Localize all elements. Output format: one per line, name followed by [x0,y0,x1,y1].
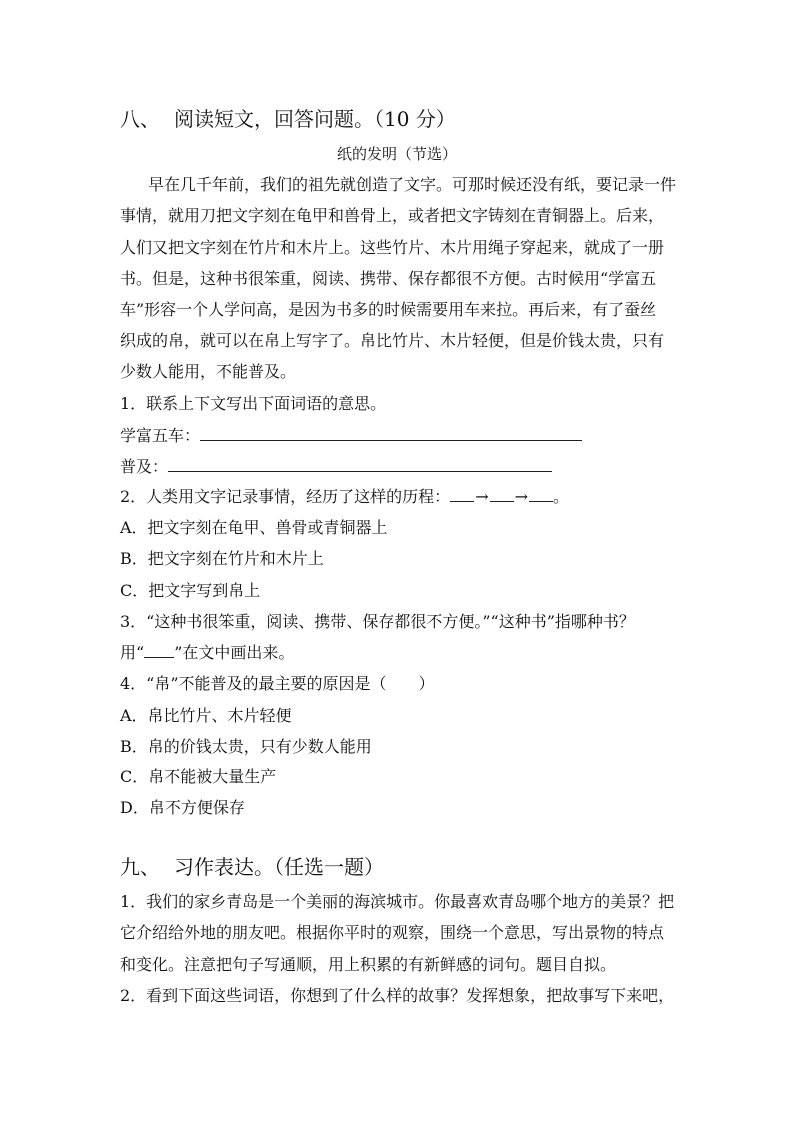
passage-line: 早在几千年前，我们的祖先就创造了文字。可那时候还没有纸，要记录一件 [148,175,677,194]
question-2-text: 2．人类用文字记录事情，经历了这样的历程： [120,487,451,506]
question-2-option: C．把文字写到帛上 [120,581,261,600]
passage-line: 人们又把文字刻在竹片和木片上。这些竹片、木片用绳子穿起来，就成了一册 [120,238,665,257]
answer-blank[interactable] [450,487,474,502]
answer-blank[interactable] [168,455,552,472]
question-4-stem: 4．“帛”不能普及的最主要的原因是（ ） [120,674,435,693]
question-4-option: C．帛不能被大量生产 [120,767,277,786]
question-4-option: B．帛的价钱太贵，只有少数人能用 [120,737,372,756]
passage-line: 织成的帛，就可以在帛上写字了。帛比竹片、木片轻便，但是价钱太贵，只有 [120,331,665,350]
essay-prompt-2-line: 2．看到下面这些词语，你想到了什么样的故事？发挥想象，把故事写下来吧， [120,986,675,1005]
essay-prompt-1-line: 1．我们的家乡青岛是一个美丽的海滨城市。你最喜欢青岛哪个地方的美景？把 [120,892,675,911]
answer-blank[interactable] [529,487,553,502]
arrow-icon: → [475,487,489,506]
passage-line: 书。但是，这种书很笨重，阅读、携带、保存都很不方便。古时候用“学富五 [120,269,657,288]
answer-blank[interactable] [490,487,514,502]
question-1-stem: 1．联系上下文写出下面词语的意思。 [120,394,387,413]
question-3-suffix: ”在文中画出来。 [174,643,295,662]
section-9-title: 习作表达。（任选一题） [174,855,384,879]
question-2-end: 。 [553,487,570,506]
passage-title: 纸的发明（节选） [336,145,457,163]
question-1-item-2 [120,455,552,478]
question-1-item-1 [120,424,582,447]
answer-blank[interactable] [200,424,582,441]
question-4-option: A．帛比竹片、木片轻便 [120,706,292,725]
section-9-number: 九、 [120,855,160,879]
question-3-line-2 [120,642,294,664]
question-3-line-1: 3．“这种书很笨重，阅读、携带、保存都很不方便。”“这种书”指哪种书？ [120,612,635,631]
question-3-prefix: 用“ [120,643,145,662]
section-8-heading [120,106,456,132]
passage-line: 少数人能用，不能普及。 [120,362,297,381]
question-2-option: A．把文字刻在龟甲、兽骨或青铜器上 [120,518,388,537]
item-label: 普及： [120,457,169,476]
section-8-number: 八、 [120,107,160,131]
underline-mark [144,643,174,658]
question-2-option: B．把文字刻在竹片和木片上 [120,549,324,568]
item-label: 学富五车： [120,426,201,445]
question-4-option: D．帛不方便保存 [120,798,245,817]
passage-line: 车”形容一个人学问高，是因为书多的时候需要用车来拉。再后来，有了蚕丝 [120,300,657,319]
arrow-icon: → [514,487,528,506]
essay-prompt-1-line: 它介绍给外地的朋友吧。根据你平时的观察，围绕一个意思，写出景物的特点 [120,923,665,942]
passage-line: 事情，就用刀把文字刻在龟甲和兽骨上，或者把文字铸刻在青铜器上。后来， [120,206,665,225]
section-9-heading [120,854,384,880]
section-8-title: 阅读短文，回答问题。（10 分） [174,107,456,131]
essay-prompt-1-line: 和变化。注意把句子写通顺，用上积累的有新鲜感的词句。题目自拟。 [120,955,617,974]
question-2-stem [120,486,569,508]
